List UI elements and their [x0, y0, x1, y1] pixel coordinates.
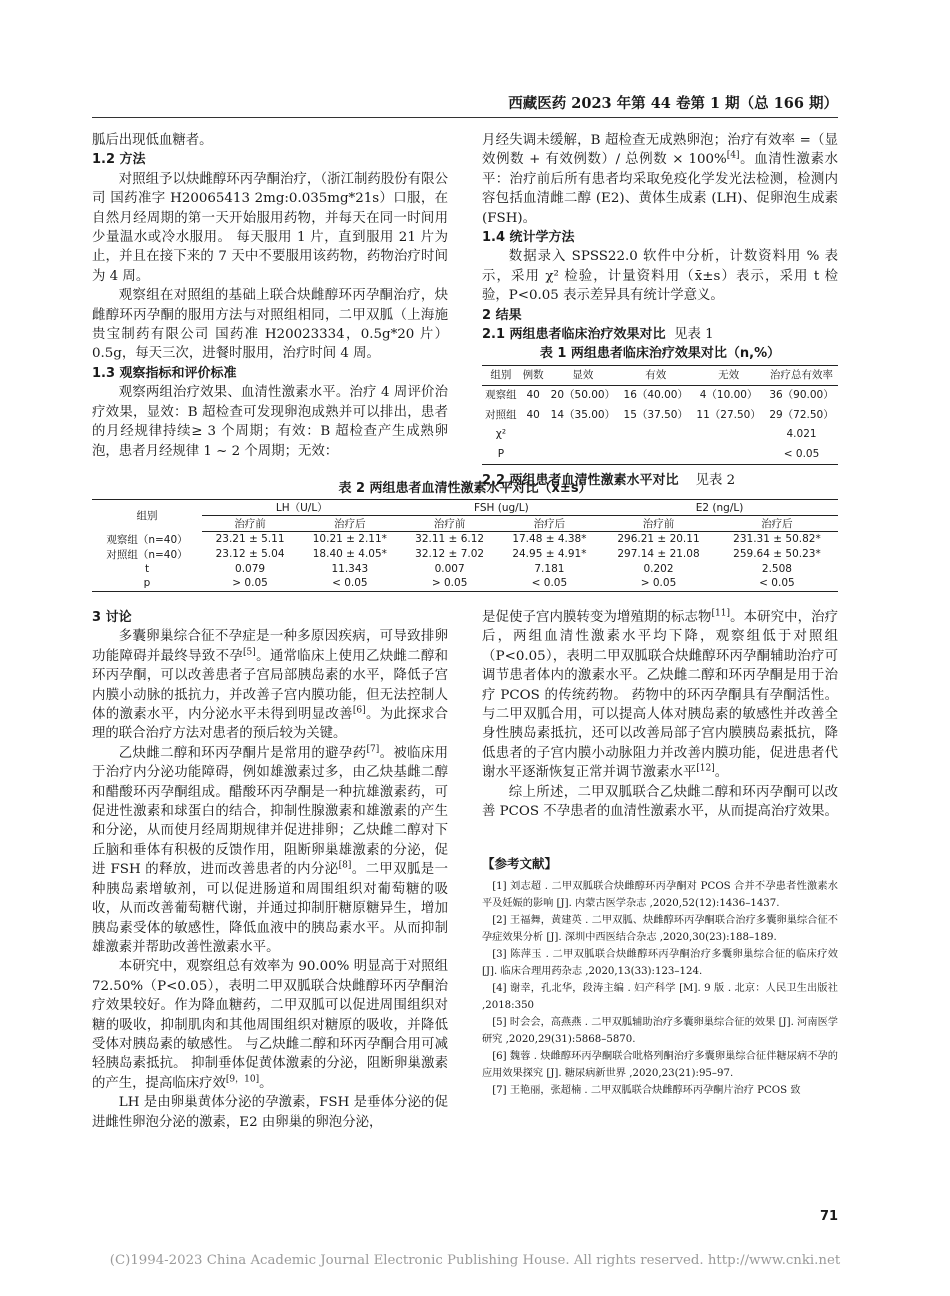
table-header-cell: 无效 [692, 365, 765, 385]
references-title: 【参考文献】 [482, 856, 558, 872]
paragraph: 本研究中，观察组总有效率为 90.00% 明显高于对照组 72.50%（P<0.05），表明二甲双胍联合炔雌醇环丙孕酮治疗效果较好。作为降血糖药，二甲双胍可以促进周围组织对糖的吸收，抑制肌肉和其他周围组织对糖原的吸收，并降低受体对胰岛素的敏感性。 与乙炔雌二醇和环丙孕酮合用可减轻胰岛素抵抗。 抑制垂体促黄体激素的分泌，阻断卵巢激素的产生，提高临床疗效[9，10]。 [92, 959, 448, 1091]
table-header-cell: 治疗前 [601, 516, 716, 532]
table-header-cell: E2 (ng/L) [601, 500, 838, 516]
reference-item: [1] 刘志超 . 二甲双胍联合炔雌醇环丙孕酮对 PCOS 合并不孕患者性激素水平及妊娠的影响 [J]. 内蒙古医学杂志 ,2020,52(12):1436–1437. [482, 881, 838, 910]
citation: [8] [338, 860, 352, 871]
subsection-heading: 2.1 两组患者临床治疗效果对比 见表 1 [482, 327, 714, 343]
table-header-cell: 治疗后 [298, 516, 401, 532]
right-column-bottom [482, 608, 838, 1099]
citation: [6] [352, 705, 366, 716]
section-heading: 2 结果 [482, 307, 522, 323]
paragraph: LH 是由卵巢黄体分泌的孕激素，FSH 是垂体分泌的促进雌性卵泡分泌的激素，E2 由卵巢的卵泡分泌， [92, 1095, 448, 1130]
left-column-top [92, 131, 448, 461]
table-header-cell: 治疗前 [202, 516, 298, 532]
paragraph: 乙炔雌二醇和环丙孕酮片是常用的避孕药[7]。被临床用于治疗内分泌功能障碍，例如雄激素过多，由乙炔基雌二醇和醋酸环丙孕酮组成。醋酸环丙孕酮是一种抗雄激素药，可促进性激素和球蛋白的结合，抑制性腺激素和雄激素的产生和分泌，从而使月经周期规律并促进排卵；乙炔雌二醇对下丘脑和垂体有积极的反馈作用，阻断卵巢雄激素的分泌，促进 FSH 的释放，进而改善患者的内分泌[8]。二甲双胍是一种胰岛素增敏剂，可以促进肠道和周围组织对葡萄糖的吸收，从而改善葡萄糖代谢，并通过抑制肝糖原糖异生，增加胰岛素受体的敏感性，降低血液中的胰岛素水平。从而抑制雄激素并帮助改善性激素水平。 [92, 744, 449, 955]
copyright-footer: (C)1994-2023 China Academic Journal Electronic Publishing House. All rights reserved. http://www.cnki.net [109, 1253, 841, 1268]
table-header-cell: 组别 [92, 500, 202, 532]
section-heading: 1.4 统计学方法 [482, 230, 575, 246]
table2 [92, 499, 838, 592]
table-header-cell: 有效 [619, 365, 692, 385]
paragraph: 是促使子宫内膜转变为增殖期的标志物[11]。本研究中，治疗后，两组血清性激素水平均下降，观察组低于对照组（P<0.05），表明二甲双胍联合炔雌醇环丙孕酮辅助治疗可调节患者体内的激素水平。乙炔雌二醇和环丙孕酮是用于治疗 PCOS 的传统药物。 药物中的环丙孕酮具有孕酮活性。 与二甲双胍合用，可以提高人体对胰岛素的敏感性并改善全身性胰岛素抵抗，还可以改善局部子宫内膜胰岛素抵抗，降低患者的子宫内膜小动脉阻力并改善内膜功能，促进患者代谢水平逐渐恢复正常并调节激素水平[12]。 [482, 608, 839, 781]
table-header-cell: LH（U/L） [202, 500, 402, 516]
paragraph: 对照组予以炔雌醇环丙孕酮治疗，（浙江制药股份有限公司 国药准字 H20065413 2mg:0.035mg*21s）口服，在自然月经周期的第一天开始服用药物，并每天在同一时间用少量温水或冷水服用。 每天服用 1 片，直到服用 21 片为止，并且在接下来的 7 天中不要服用该药物，药物治疗时间为 4 周。 [92, 171, 448, 284]
table-header-cell: 组别 [482, 365, 520, 385]
table-row: 观察组（n=40） 23.21 ± 5.11 10.21 ± 2.11* 32.11 ± 6.12 17.48 ± 4.38* 296.21 ± 20.11 231.31 ± 50.82* [106, 533, 821, 546]
citation: [4] [726, 150, 740, 161]
table-row: P < 0.05 [482, 445, 838, 465]
citation: [7] [366, 744, 380, 755]
table-header-cell: 治疗前 [402, 516, 498, 532]
reference-item: [3] 陈萍玉 . 二甲双胍联合炔雌醇环丙孕酮治疗多囊卵巢综合征的临床疗效 [J]. 临床合理用药杂志 ,2020,13(33):123–124. [482, 949, 838, 978]
table2-caption: 表 2 两组患者血清性激素水平对比（x̄±s） [338, 481, 592, 496]
table-header-cell: 例数 [520, 365, 547, 385]
table-header-cell: 治疗后 [716, 516, 838, 532]
table-row: χ² 4.021 [495, 428, 817, 441]
paragraph: 多囊卵巢综合征不孕症是一种多原因疾病，可导致排卵功能障碍并最终导致不孕[5]。通常临床上使用乙炔雌二醇和环丙孕酮，可以改善患者子宫局部胰岛素的水平，降低子宫内膜小动脉的抵抗力，并改善子宫内膜功能，但无法控制人体的激素水平，内分泌水平未得到明显改善[6]。为此探求合理的联合治疗方法对患者的预后较为关键。 [92, 629, 449, 742]
table-row: t 0.079 11.343 0.007 7.181 0.202 2.508 [144, 562, 792, 575]
section-heading: 1.3 观察指标和评价标准 [92, 365, 237, 381]
table-row: 对照组（n=40） 23.12 ± 5.04 18.40 ± 4.05* 32.12 ± 7.02 24.95 ± 4.91* 297.14 ± 21.08 259.64 ± 50.23* [106, 548, 821, 561]
table-header-cell: 显效 [546, 365, 619, 385]
section-heading: 3 讨论 [92, 610, 132, 625]
table-row: p > 0.05 < 0.05 > 0.05 < 0.05 > 0.05 < 0.05 [92, 576, 838, 591]
reference-item: [4] 谢幸，孔北华，段涛主编 . 妇产科学 [M]. 9 版 . 北京：人民卫生出版社 ,2018:350 [482, 983, 838, 1012]
references [482, 855, 838, 1099]
section-heading: 1.2 方法 [92, 152, 146, 168]
table-header-cell: 治疗后 [498, 516, 601, 532]
header-rule [92, 117, 838, 118]
paragraph: 胍后出现低血糖者。 [92, 133, 213, 148]
right-column-top [482, 131, 838, 490]
paragraph: 观察两组治疗效果、血清性激素水平。治疗 4 周评价治疗效果，显效：B 超检查可发现卵泡成熟并可以排出，患者的月经规律持续≥ 3 个周期；有效：B 超检查产生成熟卵泡，患者月经规律 1 ~ 2 个周期；无效： [92, 385, 448, 459]
citation: [5] [243, 647, 256, 658]
citation: [12] [696, 763, 715, 774]
citation: [11] [711, 608, 730, 619]
table1 [482, 365, 838, 465]
reference-item: [2] 王福舞，黄建英 . 二甲双胍、炔雌醇环丙孕酮联合治疗多囊卵巢综合征不孕症效果分析 [J]. 深圳中西医结合杂志 ,2020,30(23):188–189. [482, 915, 838, 944]
paragraph: 观察组在对照组的基础上联合炔雌醇环丙孕酮治疗，炔雌醇环丙孕酮的服用方法与对照组相同，二甲双胍（上海施贵宝制药有限公司 国药准 H20023334，0.5g*20 片）0.5g，每天三次，进餐时服用，治疗时间 4 周。 [92, 288, 448, 362]
left-column-bottom [92, 608, 448, 1132]
reference-item: [7] 王艳丽，张超楠 . 二甲双胍联合炔雌醇环丙孕酮片治疗 PCOS 致 [492, 1085, 801, 1097]
table-header-cell: FSH (ug/L) [402, 500, 602, 516]
reference-item: [6] 魏蓉 . 炔雌醇环丙孕酮联合吡格列酮治疗多囊卵巢综合征伴糖尿病不孕的应用效果探究 [J]. 糖尿病新世界 ,2020,23(21):95–97. [482, 1051, 838, 1080]
subsection-heading: 2.2 两组患者血清性激素水平对比 见表 2 [482, 472, 736, 488]
table-header-cell: 治疗总有效率 [765, 365, 838, 385]
journal-header: 西藏医药 2023 年第 44 卷第 1 期（总 166 期） [508, 95, 838, 112]
paragraph: 数据录入 SPSS22.0 软件中分析，计数资料用 % 表示，采用 χ² 检验，计量资料用（x̄±s）表示，采用 t 检验，P<0.05 表示差异具有统计学意义。 [482, 249, 838, 304]
page-number: 71 [820, 1209, 839, 1224]
table-row: 对照组 40 14（35.00） 15（37.50） 11（27.50） 29（72.50） [485, 408, 834, 421]
table1-caption: 表 1 两组患者临床治疗效果对比（n,%） [539, 346, 781, 362]
reference-item: [5] 时会会，高燕燕 . 二甲双胍辅助治疗多囊卵巢综合征的效果 [J]. 河南医学研究 ,2020,29(31):5868–5870. [482, 1017, 838, 1046]
citation: [9，10] [225, 1074, 260, 1085]
paragraph: 月经失调未缓解，B 超检查无成熟卵泡；治疗有效率 =（显效例数 + 有效例数）/ 总例数 × 100%[4]。血清性激素水平：治疗前后所有患者均采取免疫化学发光法检测，检测内容包括血清雌二醇 (E2)、黄体生成素 (LH)、促卵泡生成素 (FSH)。 [482, 133, 839, 226]
table-row: 观察组 40 20（50.00） 16（40.00） 4（10.00） 36（90.00） [485, 389, 834, 402]
paragraph: 综上所述，二甲双胍联合乙炔雌二醇和环丙孕酮可以改善 PCOS 不孕患者的血清性激素水平，从而提高治疗效果。 [482, 784, 838, 820]
